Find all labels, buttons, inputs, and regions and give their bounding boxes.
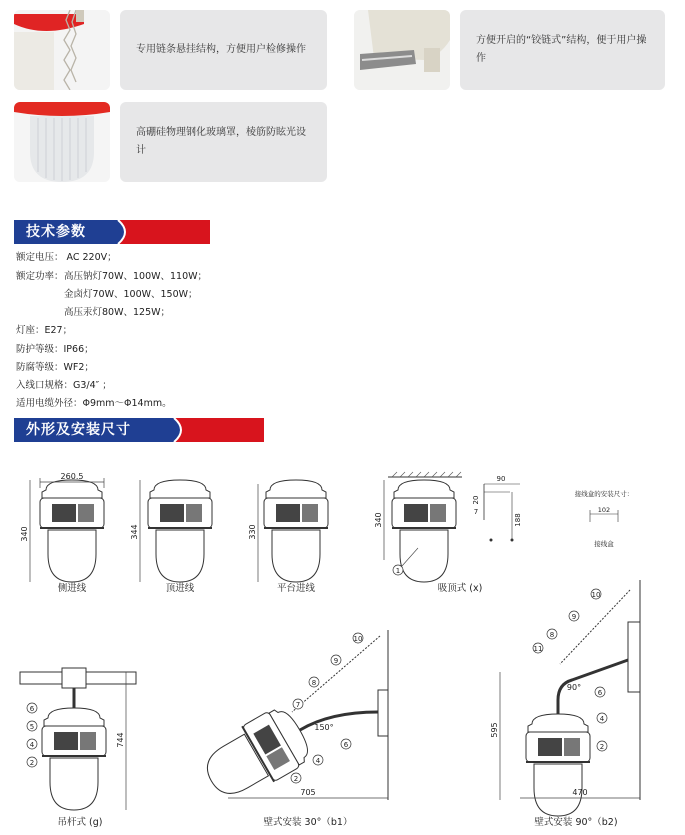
svg-text:8: 8 <box>311 679 317 687</box>
svg-text:9: 9 <box>333 657 339 665</box>
caption-platform-entry: 平台进线 <box>276 583 315 594</box>
spec-anticorrosion: 防腐等级：WF2； <box>16 362 94 373</box>
detail-188: 188 <box>514 513 522 527</box>
svg-text:6: 6 <box>343 741 349 749</box>
wall90-height: 595 <box>490 722 499 738</box>
junction-title: 接线盒的安装尺寸： <box>574 490 634 498</box>
platform-entry-drawing <box>248 480 328 582</box>
svg-text:11: 11 <box>533 645 543 653</box>
pendant-height: 744 <box>116 732 125 748</box>
svg-text:6: 6 <box>597 689 603 697</box>
ceiling-callout: 1 <box>395 567 401 575</box>
spec-socket: 灯座：E27； <box>16 325 73 336</box>
ceiling-drawing <box>374 472 522 582</box>
spec-ip: 防护等级：IP66； <box>16 344 94 355</box>
svg-text:5: 5 <box>29 723 35 731</box>
feature-text: 方便开启的“铰链式”结构，便于用户操作 <box>476 35 647 64</box>
svg-text:4: 4 <box>29 741 35 749</box>
caption-wall30: 壁式安装 30°（b1） <box>263 817 353 828</box>
svg-text:10: 10 <box>353 635 363 643</box>
svg-text:2: 2 <box>29 759 35 767</box>
wall30-angle: 150° <box>314 723 334 732</box>
wall90-angle: 90° <box>566 683 582 692</box>
junction-box-drawing <box>575 489 634 548</box>
spec-cable: 适用电缆外径：Φ9mm～Φ14mm。 <box>16 398 172 409</box>
svg-text:10: 10 <box>591 591 601 599</box>
spec-power-2: 金卤灯70W、100W、150W； <box>64 289 198 300</box>
spec-power-1: 高压钠灯70W、100W、110W； <box>64 271 208 282</box>
junction-name: 接线盒 <box>594 540 614 548</box>
svg-text:9: 9 <box>571 613 577 621</box>
feature-text: 高硼硅物理钢化玻璃罩，棱筋防眩光设计 <box>136 127 306 156</box>
section-title: 技术参数 <box>26 224 86 240</box>
svg-text:2: 2 <box>599 743 605 751</box>
platform-height: 330 <box>248 524 257 540</box>
top-height: 344 <box>130 524 139 540</box>
side-entry-drawing <box>20 472 104 582</box>
detail-7: 7 <box>473 508 479 516</box>
junction-dim: 102 <box>597 506 611 514</box>
caption-side-entry: 侧进线 <box>57 583 87 594</box>
wall30-drawing <box>195 630 388 809</box>
wall90-drawing <box>490 580 640 816</box>
spec-power-label: 额定功率： <box>16 271 64 282</box>
ceiling-height: 340 <box>374 512 383 528</box>
svg-text:4: 4 <box>599 715 605 723</box>
feature-text: 专用链条悬挂结构，方便用户检修操作 <box>136 44 306 55</box>
caption-pendant: 吊杆式 (g) <box>57 817 103 828</box>
detail-20: 20 <box>472 495 480 505</box>
svg-text:4: 4 <box>315 757 321 765</box>
svg-text:6: 6 <box>29 705 35 713</box>
caption-wall90: 壁式安装 90°（b2) <box>534 817 618 828</box>
svg-text:2: 2 <box>293 775 299 783</box>
side-height: 340 <box>20 526 29 542</box>
detail-90: 90 <box>496 475 506 483</box>
top-entry-drawing <box>130 480 212 582</box>
spec-inlet: 入线口规格：G3/4″ ； <box>16 380 112 391</box>
wall90-width: 470 <box>572 788 588 797</box>
svg-text:7: 7 <box>295 701 301 709</box>
section-title: 外形及安装尺寸 <box>26 422 131 438</box>
wall30-width: 705 <box>300 788 316 797</box>
side-width: 260.5 <box>60 472 84 481</box>
caption-top-entry: 顶进线 <box>165 583 195 594</box>
pendant-drawing <box>20 668 136 810</box>
spec-voltage: 额定电压： AC 220V； <box>16 252 117 263</box>
spec-power-3: 高压汞灯80W、125W； <box>64 307 171 318</box>
svg-text:8: 8 <box>549 631 555 639</box>
caption-ceiling: 吸顶式 (x) <box>437 583 483 594</box>
